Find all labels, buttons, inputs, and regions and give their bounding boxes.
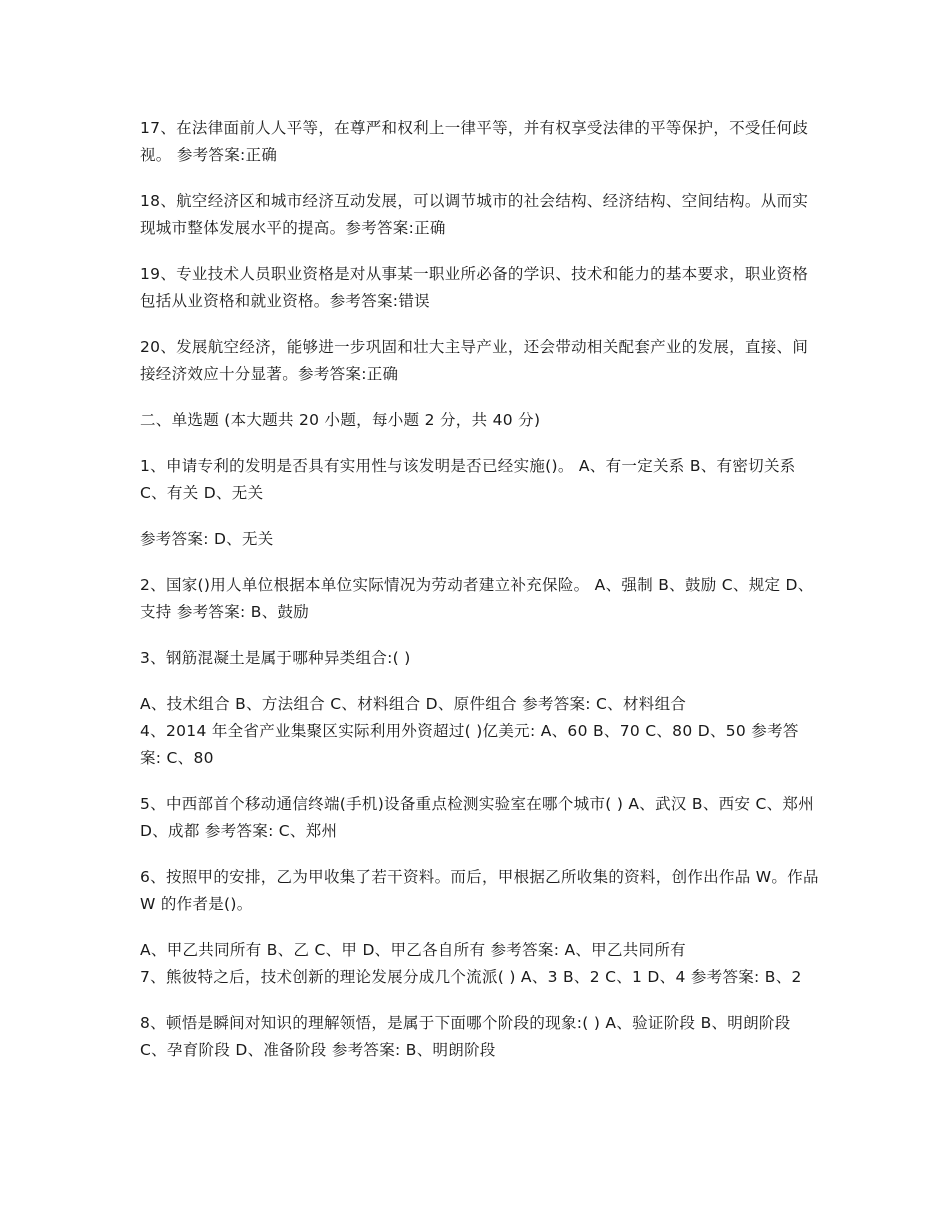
question-6-single-choice: 6、按照甲的安排，乙为甲收集了若干资料。而后，甲根据乙所收集的资料，创作出作品 W。作品 W 的作者是()。 xyxy=(140,868,819,913)
document-body xyxy=(140,115,820,1083)
question-18-true-false: 18、航空经济区和城市经济互动发展，可以调节城市的社会结构、经济结构、空间结构。从而实现城市整体发展水平的提高。参考答案:正确 xyxy=(140,192,809,237)
question-1-answer: 参考答案: D、无关 xyxy=(140,530,274,548)
question-8-single-choice: 8、顿悟是瞬间对知识的理解领悟，是属于下面哪个阶段的现象:( ) A、验证阶段 B、明朗阶段 C、孕育阶段 D、准备阶段 参考答案: B、明朗阶段 xyxy=(140,1014,791,1059)
question-20-true-false: 20、发展航空经济，能够进一步巩固和壮大主导产业，还会带动相关配套产业的发展，直接、间接经济效应十分显著。参考答案:正确 xyxy=(140,338,809,383)
question-5-single-choice: 5、中西部首个移动通信终端(手机)设备重点检测实验室在哪个城市( ) A、武汉 B、西安 C、郑州 D、成都 参考答案: C、郑州 xyxy=(140,795,815,840)
section-heading-single-choice: 二、单选题 (本大题共 20 小题，每小题 2 分，共 40 分) xyxy=(140,411,541,429)
question-1-single-choice: 1、申请专利的发明是否具有实用性与该发明是否已经实施()。 A、有一定关系 B、有密切关系 C、有关 D、无关 xyxy=(140,457,796,502)
question-6-options-answer: A、甲乙共同所有 B、乙 C、甲 D、甲乙各自所有 参考答案: A、甲乙共同所有 xyxy=(140,941,686,959)
question-19-true-false: 19、专业技术人员职业资格是对从事某一职业所必备的学识、技术和能力的基本要求，职业资格包括从业资格和就业资格。参考答案:错误 xyxy=(140,265,809,310)
question-7-single-choice: 7、熊彼特之后，技术创新的理论发展分成几个流派( ) A、3 B、2 C、1 D、4 参考答案: B、2 xyxy=(140,968,802,986)
question-17-true-false: 17、在法律面前人人平等，在尊严和权利上一律平等，并有权享受法律的平等保护，不受任何歧视。 参考答案:正确 xyxy=(140,119,809,164)
question-2-single-choice: 2、国家()用人单位根据本单位实际情况为劳动者建立补充保险。 A、强制 B、鼓励 C、规定 D、支持 参考答案: B、鼓励 xyxy=(140,576,814,621)
question-3-options-answer: A、技术组合 B、方法组合 C、材料组合 D、原件组合 参考答案: C、材料组合 xyxy=(140,695,687,713)
question-3-single-choice: 3、钢筋混凝土是属于哪种异类组合:( ) xyxy=(140,649,411,667)
question-4-single-choice: 4、2014 年全省产业集聚区实际利用外资超过( )亿美元: A、60 B、70 C、80 D、50 参考答案: C、80 xyxy=(140,722,799,767)
